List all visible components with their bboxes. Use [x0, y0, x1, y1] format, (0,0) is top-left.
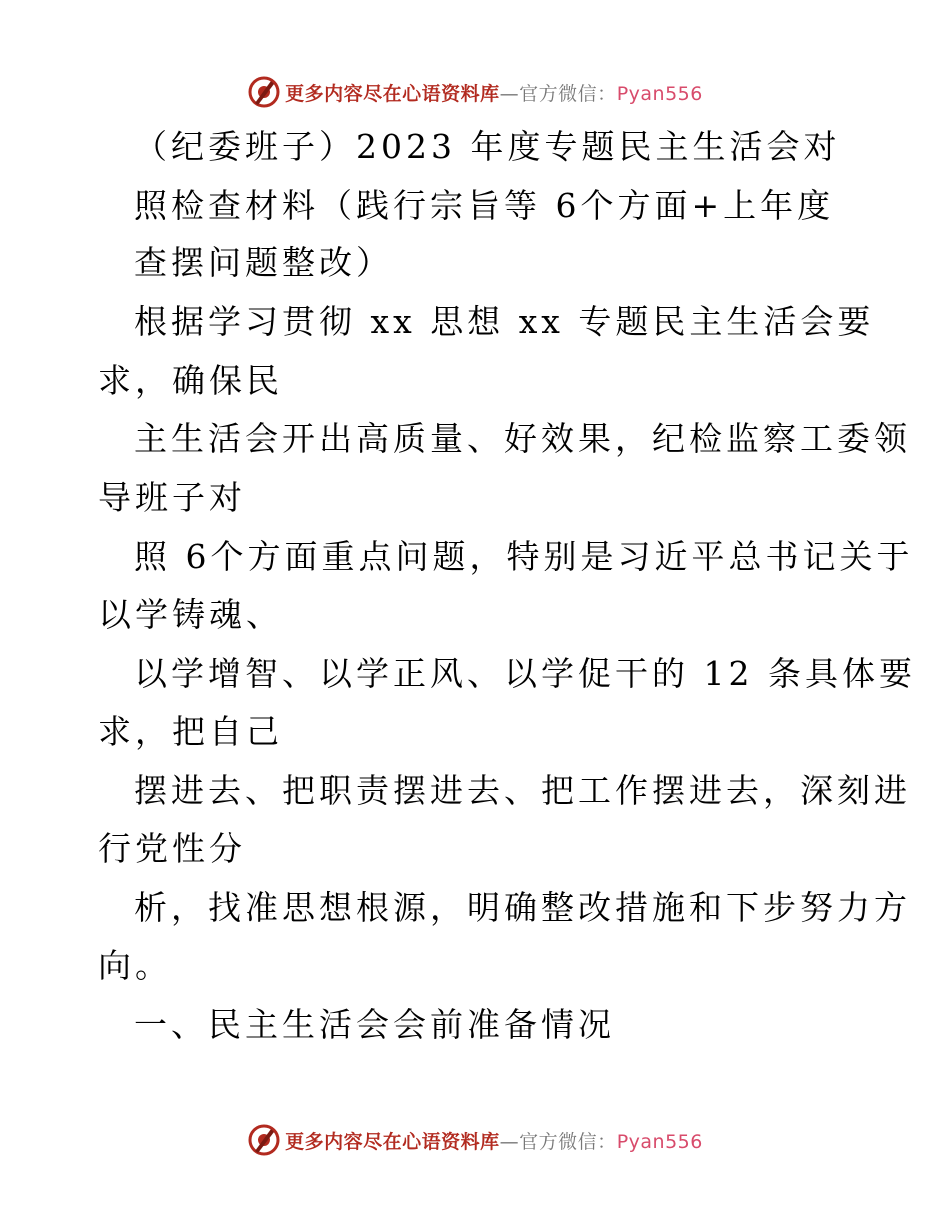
banner-separator: — [499, 82, 520, 105]
section-heading: 一、民主生活会会前准备情况 [134, 1005, 615, 1044]
paragraph-line: 以学铸魂、 [98, 595, 283, 634]
paragraph-line: 导班子对 [98, 478, 246, 517]
paragraph-line: 主生活会开出高质量、好效果，纪检监察工委领 [134, 419, 911, 458]
paragraph-line: 求，把自己 [98, 712, 283, 751]
footer-banner [0, 1120, 950, 1160]
wechat-label: 官方微信： [519, 1130, 617, 1153]
quill-seal-logo-icon [247, 75, 281, 109]
paragraph-line: 向。 [98, 946, 172, 985]
footer-banner-text [285, 1127, 703, 1154]
paragraph-line: 以学增智、以学正风、以学促干的 12 条具体要 [134, 654, 916, 693]
title-line-1: （纪委班子）2023 年度专题民主生活会对 [134, 127, 841, 166]
paragraph-line: 照 6个方面重点问题，特别是习近平总书记关于 [134, 537, 914, 576]
banner-separator: — [499, 1130, 520, 1153]
title-line-2: 照检查材料（践行宗旨等 6个方面+上年度 [134, 186, 835, 225]
wechat-id: Pyan556 [616, 1130, 703, 1153]
paragraph-line: 行党性分 [98, 829, 246, 868]
paragraph-line: 根据学习贯彻 xx 思想 xx 专题民主生活会要 [134, 302, 875, 341]
site-name: 更多内容尽在心语资料库 [285, 82, 500, 105]
paragraph-line: 析，找准思想根源，明确整改措施和下步努力方 [134, 888, 911, 927]
header-banner-text [285, 79, 703, 106]
title-line-3: 查摆问题整改） [134, 243, 393, 282]
header-banner [0, 72, 950, 112]
paragraph-line: 求，确保民 [98, 361, 283, 400]
wechat-id: Pyan556 [616, 82, 703, 105]
quill-seal-logo-icon [247, 1123, 281, 1157]
paragraph-line: 摆进去、把职责摆进去、把工作摆进去，深刻进 [134, 771, 911, 810]
wechat-label: 官方微信： [519, 82, 617, 105]
site-name: 更多内容尽在心语资料库 [285, 1130, 500, 1153]
